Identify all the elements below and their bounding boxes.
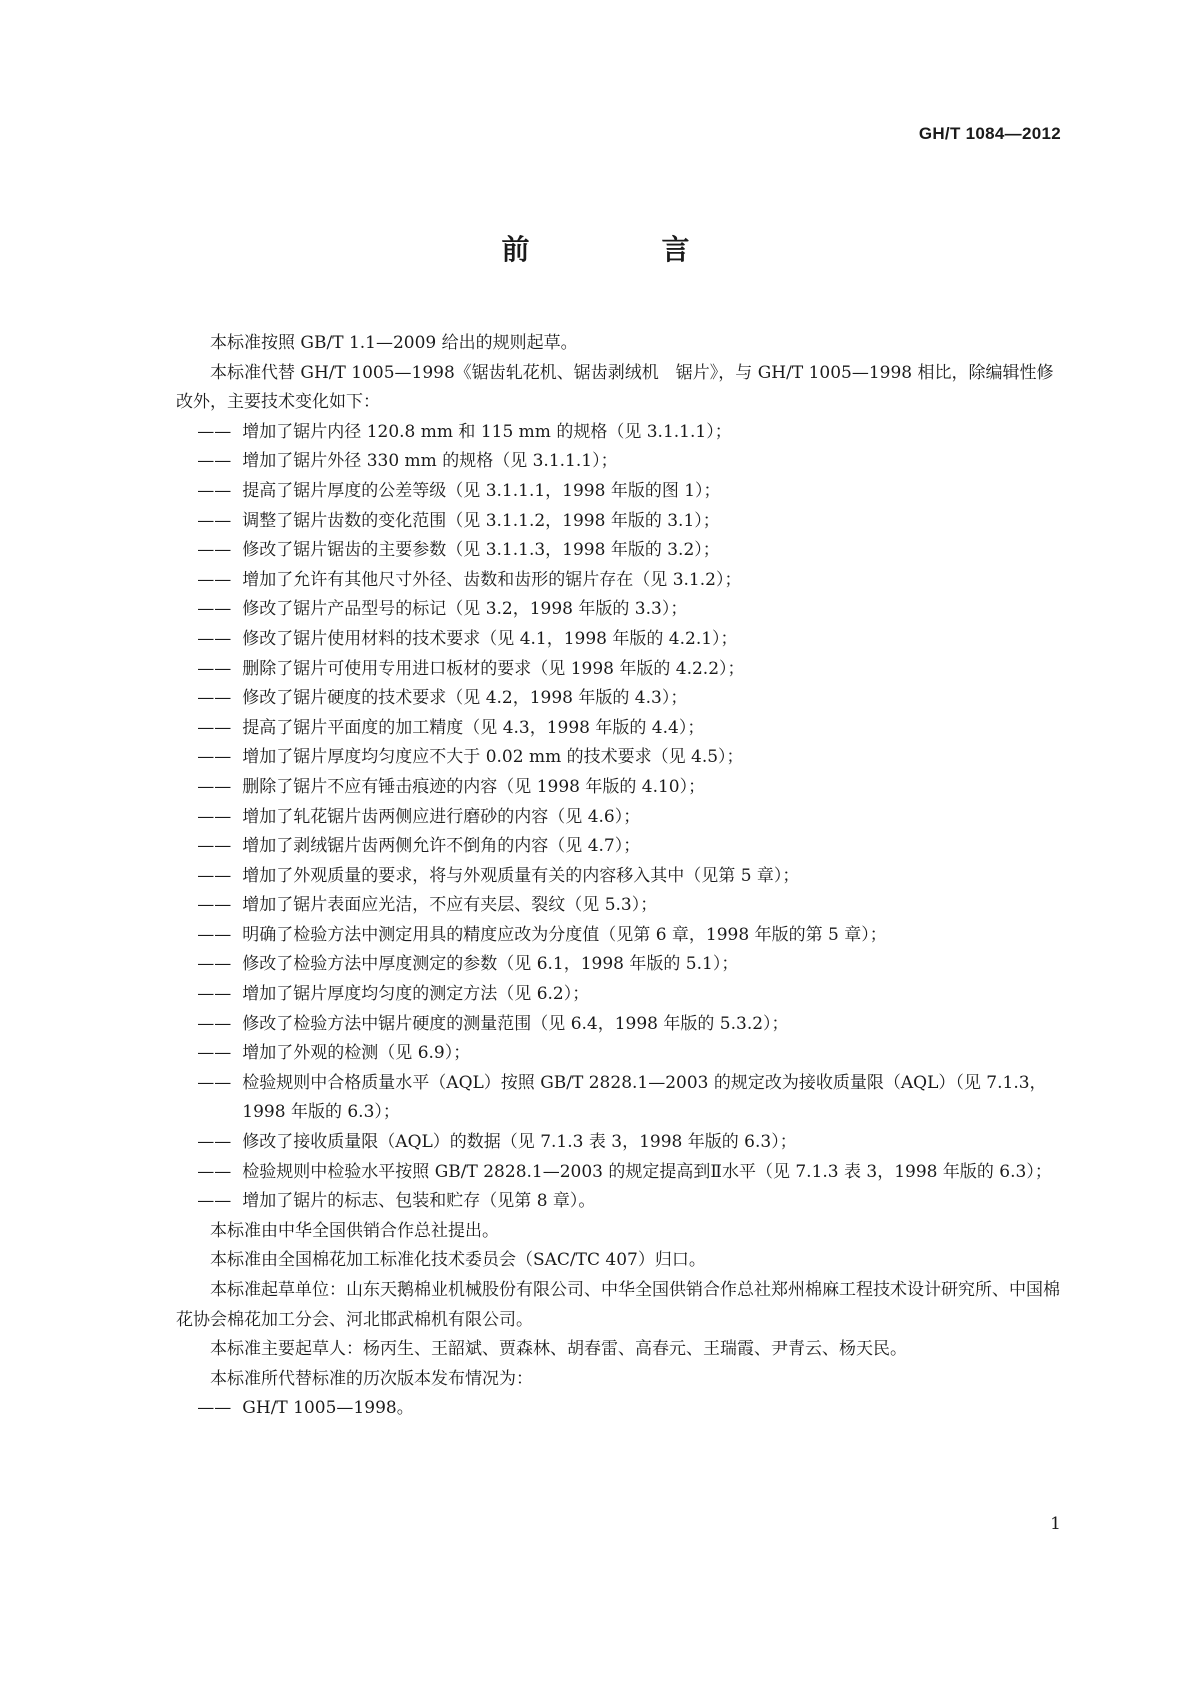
list-dash: —— [197, 599, 232, 620]
list-dash: —— [197, 510, 232, 531]
change-item-text: 增加了锯片表面应光洁，不应有夹层、裂纹（见 5.3）； [242, 895, 658, 916]
change-item [176, 595, 1062, 625]
change-item-text: 增加了锯片厚度均匀度的测定方法（见 6.2）； [242, 984, 590, 1005]
change-item [176, 1010, 1062, 1040]
closing-paragraph: 本标准起草单位：山东天鹅棉业机械股份有限公司、中华全国供销合作总社郑州棉麻工程技术设计研究所、中国棉花协会棉花加工分会、河北邯武棉机有限公司。 [176, 1280, 1060, 1330]
change-item-text: 增加了剥绒锯片齿两侧允许不倒角的内容（见 4.7）； [242, 836, 641, 857]
list-dash: —— [197, 895, 232, 916]
list-dash: —— [197, 984, 232, 1005]
changes-list [176, 418, 1062, 1217]
list-dash: —— [197, 1161, 232, 1182]
list-dash: —— [197, 451, 232, 472]
change-item-text: 修改了检验方法中厚度测定的参数（见 6.1，1998 年版的 5.1）； [242, 954, 739, 975]
list-dash: —— [197, 1191, 232, 1212]
change-item [176, 1187, 1062, 1217]
change-item-text: 检验规则中检验水平按照 GB/T 2828.1—2003 的规定提高到Ⅱ水平（见 7.1.3 表 3，1998 年版的 6.3）； [242, 1161, 1052, 1182]
history-item-text: GH/T 1005—1998。 [242, 1398, 414, 1419]
intro-paragraph: 本标准代替 GH/T 1005—1998《锯齿轧花机、锯齿剥绒机 锯片》，与 GH/T 1005—1998 相比，除编辑性修改外，主要技术变化如下： [176, 362, 1054, 413]
change-item-text: 增加了锯片外径 330 mm 的规格（见 3.1.1.1）； [242, 451, 618, 472]
change-item [176, 1069, 1062, 1128]
list-dash: —— [197, 954, 232, 975]
list-dash: —— [197, 421, 232, 442]
change-item [176, 536, 1062, 566]
list-dash: —— [197, 540, 232, 561]
list-dash: —— [197, 628, 232, 649]
closing-paragraphs [176, 1217, 1062, 1395]
change-item [176, 625, 1062, 655]
change-item [176, 1128, 1062, 1158]
closing-paragraph: 本标准由全国棉花加工标准化技术委员会（SAC/TC 407）归口。 [210, 1250, 706, 1271]
change-item [176, 1158, 1062, 1188]
change-item [176, 980, 1062, 1010]
closing-paragraph: 本标准主要起草人：杨丙生、王韶斌、贾森林、胡春雷、高春元、王瑞霞、尹青云、杨天民。 [210, 1339, 907, 1360]
list-dash: —— [197, 658, 232, 679]
change-item [176, 507, 1062, 537]
change-item-text: 增加了允许有其他尺寸外径、齿数和齿形的锯片存在（见 3.1.2）； [242, 569, 742, 590]
change-item-text: 增加了锯片厚度均匀度应不大于 0.02 mm 的技术要求（见 4.5）； [242, 747, 744, 768]
list-dash: —— [197, 865, 232, 886]
list-dash: —— [197, 1132, 232, 1153]
change-item [176, 803, 1062, 833]
list-dash: —— [197, 1043, 232, 1064]
intro-paragraph: 本标准按照 GB/T 1.1—2009 给出的规则起草。 [210, 333, 578, 353]
page-number: 1 [1050, 1514, 1061, 1534]
history-list [176, 1394, 1062, 1424]
list-dash: —— [197, 806, 232, 827]
change-item [176, 655, 1062, 685]
change-item-text: 增加了锯片内径 120.8 mm 和 115 mm 的规格（见 3.1.1.1）； [242, 421, 732, 442]
change-item-text: 增加了锯片的标志、包装和贮存（见第 8 章）。 [242, 1191, 596, 1212]
change-item [176, 950, 1062, 980]
change-item [176, 684, 1062, 714]
closing-paragraph: 本标准所代替标准的历次版本发布情况为： [210, 1368, 533, 1389]
change-item-text: 增加了轧花锯片齿两侧应进行磨砂的内容（见 4.6）； [242, 806, 641, 827]
list-dash: —— [197, 480, 232, 501]
change-item-text: 提高了锯片平面度的加工精度（见 4.3，1998 年版的 4.4）； [242, 717, 705, 738]
list-dash: —— [197, 1398, 232, 1419]
list-dash: —— [197, 717, 232, 738]
change-item-text: 修改了锯片硬度的技术要求（见 4.2，1998 年版的 4.3）； [242, 688, 688, 709]
change-item [176, 447, 1062, 477]
change-item-text: 删除了锯片可使用专用进口板材的要求（见 1998 年版的 4.2.2）； [242, 658, 745, 679]
list-dash: —— [197, 836, 232, 857]
change-item-text: 检验规则中合格质量水平（AQL）按照 GB/T 2828.1—2003 的规定改为接收质量限（AQL）（见 7.1.3，1998 年版的 6.3）； [242, 1072, 1047, 1123]
change-item-text: 调整了锯片齿数的变化范围（见 3.1.1.2，1998 年版的 3.1）； [242, 510, 720, 531]
change-item [176, 1039, 1062, 1069]
change-item [176, 862, 1062, 892]
change-item-text: 删除了锯片不应有锤击痕迹的内容（见 1998 年版的 4.10）； [242, 776, 706, 797]
list-dash: —— [197, 747, 232, 768]
change-item [176, 418, 1062, 448]
closing-paragraph: 本标准由中华全国供销合作总社提出。 [210, 1220, 499, 1241]
page-title: 前 言 [501, 233, 742, 266]
change-item [176, 773, 1062, 803]
change-item [176, 714, 1062, 744]
change-item-text: 修改了锯片产品型号的标记（见 3.2，1998 年版的 3.3）； [242, 599, 688, 620]
change-item [176, 891, 1062, 921]
change-item-text: 增加了外观质量的要求，将与外观质量有关的内容移入其中（见第 5 章）； [242, 865, 800, 886]
change-item-text: 提高了锯片厚度的公差等级（见 3.1.1.1，1998 年版的图 1）； [242, 480, 721, 501]
change-item-text: 增加了外观的检测（见 6.9）； [242, 1043, 471, 1064]
list-dash: —— [197, 776, 232, 797]
change-item-text: 修改了检验方法中锯片硬度的测量范围（见 6.4，1998 年版的 5.3.2）； [242, 1013, 789, 1034]
list-dash: —— [197, 1013, 232, 1034]
change-item-text: 修改了锯片锯齿的主要参数（见 3.1.1.3，1998 年版的 3.2）； [242, 540, 720, 561]
change-item-text: 明确了检验方法中测定用具的精度应改为分度值（见第 6 章，1998 年版的第 5 章）； [242, 924, 887, 945]
change-item [176, 566, 1062, 596]
change-item [176, 832, 1062, 862]
change-item [176, 743, 1062, 773]
foreword-body [176, 329, 1062, 1424]
change-item [176, 921, 1062, 951]
standard-code: GH/T 1084—2012 [918, 124, 1061, 143]
change-item-text: 修改了锯片使用材料的技术要求（见 4.1，1998 年版的 4.2.1）； [242, 628, 738, 649]
change-item-text: 修改了接收质量限（AQL）的数据（见 7.1.3 表 3，1998 年版的 6.3）； [242, 1132, 797, 1153]
list-dash: —— [197, 1072, 232, 1093]
list-dash: —— [197, 688, 232, 709]
list-dash: —— [197, 569, 232, 590]
list-dash: —— [197, 924, 232, 945]
change-item [176, 477, 1062, 507]
history-item [176, 1394, 1062, 1424]
